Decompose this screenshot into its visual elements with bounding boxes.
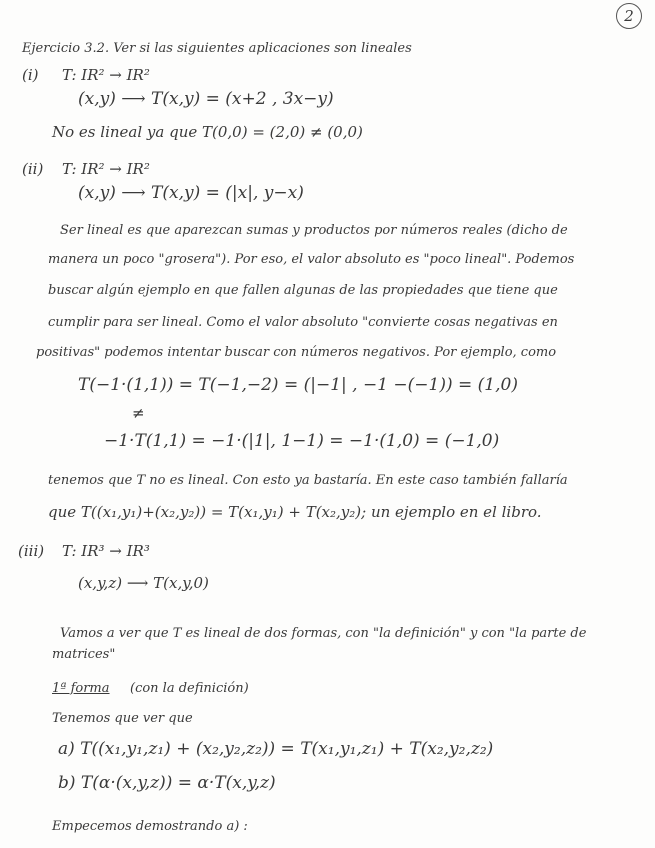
- part-i-map: T: IR² → IR²: [62, 66, 150, 84]
- part-ii-map: T: IR² → IR²: [62, 160, 150, 178]
- condition-a: a) T((x₁,y₁,z₁) + (x₂,y₂,z₂)) = T(x₁,y₁,z₁) + T(x₂,y₂,z₂): [58, 739, 494, 759]
- part-i-label: (i): [22, 66, 39, 84]
- part-iii-map: T: IR³ → IR³: [62, 542, 150, 560]
- exercise-title: Ejercicio 3.2. Ver si las siguientes aplicaciones son lineales: [22, 41, 412, 56]
- condition-b: b) T(α·(x,y,z)) = α·T(x,y,z): [58, 773, 276, 793]
- part-i-conclusion: No es lineal ya que T(0,0) = (2,0) ≠ (0,0): [52, 123, 363, 141]
- part-iii-intro-line: matrices": [52, 647, 116, 662]
- form-note: (con la definición): [130, 681, 249, 696]
- part-ii-rule: (x,y) ⟶ T(x,y) = (|x|, y−x): [78, 183, 304, 203]
- form-heading: 1ª forma: [52, 681, 110, 696]
- part-ii-text-line: Ser lineal es que aparezcan sumas y productos por números reales (dicho de: [60, 223, 568, 238]
- part-ii-text-line: manera un poco "grosera"). Por eso, el valor absoluto es "poco lineal". Podemos: [48, 252, 575, 267]
- part-ii-text-line: positivas" podemos intentar buscar con números negativos. Por ejemplo, como: [36, 345, 557, 360]
- part-iii-rule: (x,y,z) ⟶ T(x,y,0): [78, 574, 209, 592]
- part-i-rule: (x,y) ⟶ T(x,y) = (x+2 , 3x−y): [78, 89, 334, 109]
- part-ii-label: (ii): [22, 160, 44, 178]
- part-ii-equation-2: −1·T(1,1) = −1·(|1|, 1−1) = −1·(1,0) = (−1,0): [104, 431, 500, 451]
- part-iii-intro-line: Vamos a ver que T es lineal de dos formas, con "la definición" y con "la parte de: [60, 626, 587, 641]
- part-ii-equation-1: T(−1·(1,1)) = T(−1,−2) = (|−1| , −1 −(−1)) = (1,0): [78, 375, 518, 395]
- part-ii-text-line: cumplir para ser lineal. Como el valor absoluto "convierte cosas negativas en: [48, 315, 558, 330]
- must-show-text: Tenemos que ver que: [52, 711, 193, 726]
- closing-text: Empecemos demostrando a) :: [52, 819, 248, 834]
- part-ii-text-line: buscar algún ejemplo en que fallen algunas de las propiedades que tiene que: [48, 283, 558, 298]
- part-iii-label: (iii): [18, 542, 45, 560]
- part-ii-not-equal: ≠: [132, 404, 145, 422]
- part-ii-text-line-2: tenemos que T no es lineal. Con esto ya bastaría. En este caso también fallaría: [48, 473, 568, 488]
- page-number: 2: [616, 3, 642, 29]
- part-ii-text-line-2: que T((x₁,y₁)+(x₂,y₂)) = T(x₁,y₁) + T(x₂,y₂); un ejemplo en el libro.: [48, 503, 542, 521]
